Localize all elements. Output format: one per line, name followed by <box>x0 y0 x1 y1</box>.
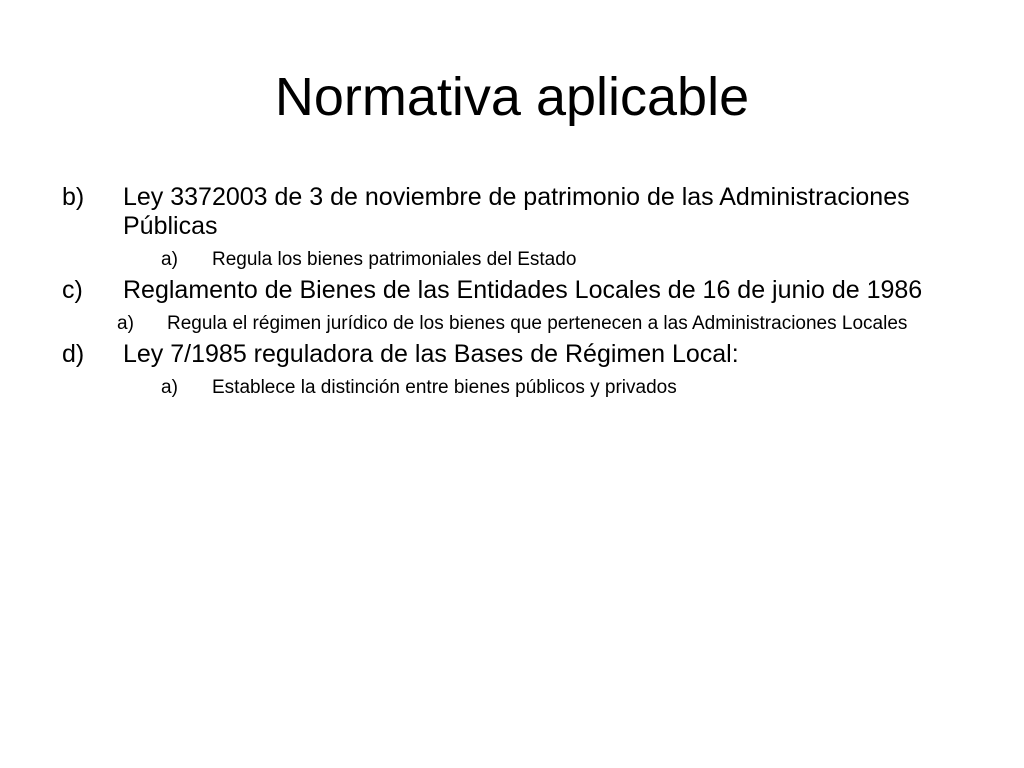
list-item-b <box>62 183 962 241</box>
sub-item <box>62 376 962 399</box>
list-marker: c) <box>62 276 83 304</box>
list-item-text: Ley 7/1985 reguladora de las Bases de Régimen Local: <box>123 340 739 368</box>
list-item-text: Reglamento de Bienes de las Entidades Locales de 16 de junio de 1986 <box>123 276 923 304</box>
list-item-c <box>62 276 962 305</box>
slide-content <box>62 183 962 399</box>
sub-item-text: Regula los bienes patrimoniales del Estado <box>212 249 577 270</box>
sub-marker: a) <box>161 377 178 398</box>
list-item-text: Ley 3372003 de 3 de noviembre de patrimonio de las Administraciones Públicas <box>123 183 910 240</box>
sub-item <box>62 248 962 271</box>
list-item-d <box>62 340 962 369</box>
slide-title: Normativa aplicable <box>274 67 750 127</box>
sub-marker: a) <box>161 249 178 270</box>
sub-marker: a) <box>117 313 134 334</box>
sub-item-text: Regula el régimen jurídico de los bienes que pertenecen a las Administraciones Locales <box>167 313 908 334</box>
sub-item <box>62 312 962 335</box>
list-marker: d) <box>62 340 85 368</box>
list-marker: b) <box>62 183 85 211</box>
sub-item-text: Establece la distinción entre bienes públicos y privados <box>212 377 677 398</box>
